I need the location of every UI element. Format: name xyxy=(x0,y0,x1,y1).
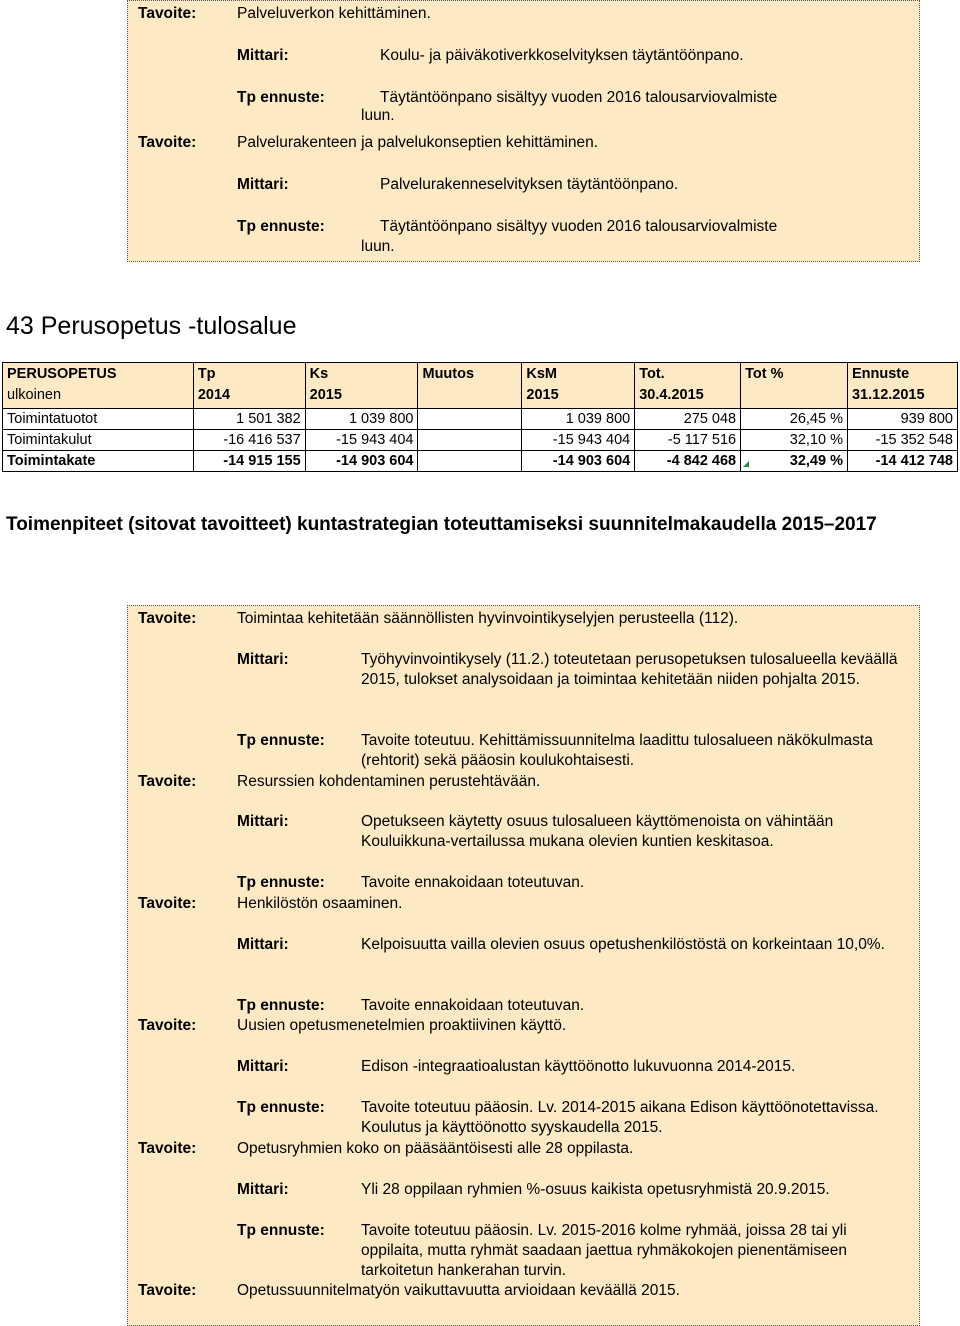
finance-table xyxy=(2,362,958,472)
table-cell: -14 915 155 xyxy=(193,451,305,472)
tp-text: Tavoite ennakoidaan toteutuvan. xyxy=(361,997,585,1014)
comment-marker-icon xyxy=(743,461,749,467)
table-cell xyxy=(418,430,522,451)
tp-label: Tp ennuste: xyxy=(237,218,325,235)
mittari-text: Edison -integraatioalustan käyttöönotto lukuvuonna 2014-2015. xyxy=(361,1058,796,1075)
table-cell: 1 039 800 xyxy=(522,409,635,430)
row-label: Toimintatuotot xyxy=(3,409,194,430)
tp-text: Tavoite toteutuu. Kehittämissuunnitelma laadittu tulosalueen näkökulmasta (rehtorit) sekä pääosin koulukohtaisesti. xyxy=(361,732,873,769)
table-cell: 26,45 % xyxy=(741,409,848,430)
goal-label: Tavoite: xyxy=(138,1140,197,1157)
table-cell: -4 842 468 xyxy=(635,451,741,472)
tp-text-line1: Täytäntöönpano sisältyy vuoden 2016 talousarviovalmiste xyxy=(380,89,778,106)
goal-text: Palveluverkon kehittäminen. xyxy=(237,5,431,22)
tp-label: Tp ennuste: xyxy=(237,732,325,749)
table-cell: -15 352 548 xyxy=(847,430,957,451)
header-cell: Muutos xyxy=(418,363,522,409)
goal-label: Tavoite: xyxy=(138,1017,197,1034)
mittari-text: Yli 28 oppilaan ryhmien %-osuus kaikista opetusryhmistä 20.9.2015. xyxy=(361,1181,830,1198)
goal-text: Palvelurakenteen ja palvelukonseptien kehittäminen. xyxy=(237,134,599,151)
header-cell: Tp 2014 xyxy=(193,363,305,409)
mittari-label: Mittari: xyxy=(237,1181,289,1198)
goal-text: Opetusryhmien koko on pääsääntöisesti alle 28 oppilasta. xyxy=(237,1140,634,1157)
goal-label: Tavoite: xyxy=(138,134,197,151)
goal-text: Henkilöstön osaaminen. xyxy=(237,895,403,912)
tp-label: Tp ennuste: xyxy=(237,1099,325,1116)
measures-box xyxy=(127,605,920,1326)
row-label: Toimintakate xyxy=(3,451,194,472)
tp-label: Tp ennuste: xyxy=(237,874,325,891)
table-cell: 1 501 382 xyxy=(193,409,305,430)
mittari-label: Mittari: xyxy=(237,651,289,668)
header-cell: Tot % xyxy=(741,363,848,409)
table-cell: 32,10 % xyxy=(741,430,848,451)
measures-title: Toimenpiteet (sitovat tavoitteet) kuntastrategian toteuttamiseksi suunnitelmakaudella 2015–2017 xyxy=(6,514,877,535)
table-cell: 275 048 xyxy=(635,409,741,430)
row-label: Toimintakulut xyxy=(3,430,194,451)
goal-text: Resurssien kohdentaminen perustehtävään. xyxy=(237,773,541,790)
table-cell: -5 117 516 xyxy=(635,430,741,451)
mittari-text: Kelpoisuutta vailla olevien osuus opetushenkilöstöstä on korkeintaan 10,0%. xyxy=(361,936,885,953)
table-cell xyxy=(418,409,522,430)
goal-label: Tavoite: xyxy=(138,610,197,627)
header-cell: Tot. 30.4.2015 xyxy=(635,363,741,409)
mittari-label: Mittari: xyxy=(237,1058,289,1075)
table-cell: -14 412 748 xyxy=(847,451,957,472)
goal-text: Opetussuunnitelmatyön vaikuttavuutta arvioidaan keväällä 2015. xyxy=(237,1282,680,1299)
table-cell: -14 903 604 xyxy=(522,451,635,472)
table-cell: 1 039 800 xyxy=(305,409,418,430)
table-cell: 939 800 xyxy=(847,409,957,430)
mittari-text: Koulu- ja päiväkotiverkkoselvityksen täytäntöönpano. xyxy=(380,47,744,64)
mittari-label: Mittari: xyxy=(237,936,289,953)
table-cell: -14 903 604 xyxy=(305,451,418,472)
table-cell: -15 943 404 xyxy=(305,430,418,451)
header-cell: KsM 2015 xyxy=(522,363,635,409)
mittari-label: Mittari: xyxy=(237,813,289,830)
table-row-total xyxy=(3,451,958,472)
goal-text: Uusien opetusmenetelmien proaktiivinen käyttö. xyxy=(237,1017,567,1034)
goal-label: Tavoite: xyxy=(138,773,197,790)
mittari-text: Opetukseen käytetty osuus tulosalueen käyttömenoista on vähintään Kouluikkuna-vertailussa mukana olevien kuntien keskitasoa. xyxy=(361,813,834,850)
goal-label: Tavoite: xyxy=(138,895,197,912)
tp-text-line1: Täytäntöönpano sisältyy vuoden 2016 talousarviovalmiste xyxy=(380,218,778,235)
goal-label: Tavoite: xyxy=(138,5,197,22)
goal-text: Toimintaa kehitetään säännöllisten hyvinvointikyselyjen perusteella (112). xyxy=(237,610,739,627)
table-cell: -16 416 537 xyxy=(193,430,305,451)
tp-label: Tp ennuste: xyxy=(237,89,325,106)
table-cell: 32,49 % xyxy=(741,451,848,472)
tp-text-line2: luun. xyxy=(361,238,395,255)
table-row xyxy=(3,409,958,430)
header-cell: Ks 2015 xyxy=(305,363,418,409)
table-row xyxy=(3,430,958,451)
tp-text: Tavoite ennakoidaan toteutuvan. xyxy=(361,874,585,891)
header-cell: PERUSOPETUS ulkoinen xyxy=(3,363,194,409)
section-title: 43 Perusopetus -tulosalue xyxy=(6,312,297,340)
goal-label: Tavoite: xyxy=(138,1282,197,1299)
tp-label: Tp ennuste: xyxy=(237,1222,325,1239)
mittari-label: Mittari: xyxy=(237,176,289,193)
mittari-text: Työhyvinvointikysely (11.2.) toteutetaan perusopetuksen tulosalueella keväällä 2015, tulokset analysoidaan ja toimintaa kehitetään niiden pohjalta 2015. xyxy=(361,651,898,688)
tp-label: Tp ennuste: xyxy=(237,997,325,1014)
tp-text-line2: luun. xyxy=(361,107,395,124)
table-cell xyxy=(418,451,522,472)
mittari-text: Palvelurakenneselvityksen täytäntöönpano. xyxy=(380,176,679,193)
header-cell: Ennuste 31.12.2015 xyxy=(847,363,957,409)
tp-text: Tavoite toteutuu pääosin. Lv. 2014-2015 aikana Edison käyttöönotettavissa. Koulutus ja käyttöönotto syyskaudella 2015. xyxy=(361,1099,879,1136)
table-cell: -15 943 404 xyxy=(522,430,635,451)
table-header-row xyxy=(3,363,958,409)
tp-text: Tavoite toteutuu pääosin. Lv. 2015-2016 kolme ryhmää, joissa 28 tai yli oppilaita, mutta ryhmät saadaan jaettua ryhmäkokojen pienentämiseen tarkoitetun hankerahan turvin. xyxy=(361,1222,847,1279)
mittari-label: Mittari: xyxy=(237,47,289,64)
